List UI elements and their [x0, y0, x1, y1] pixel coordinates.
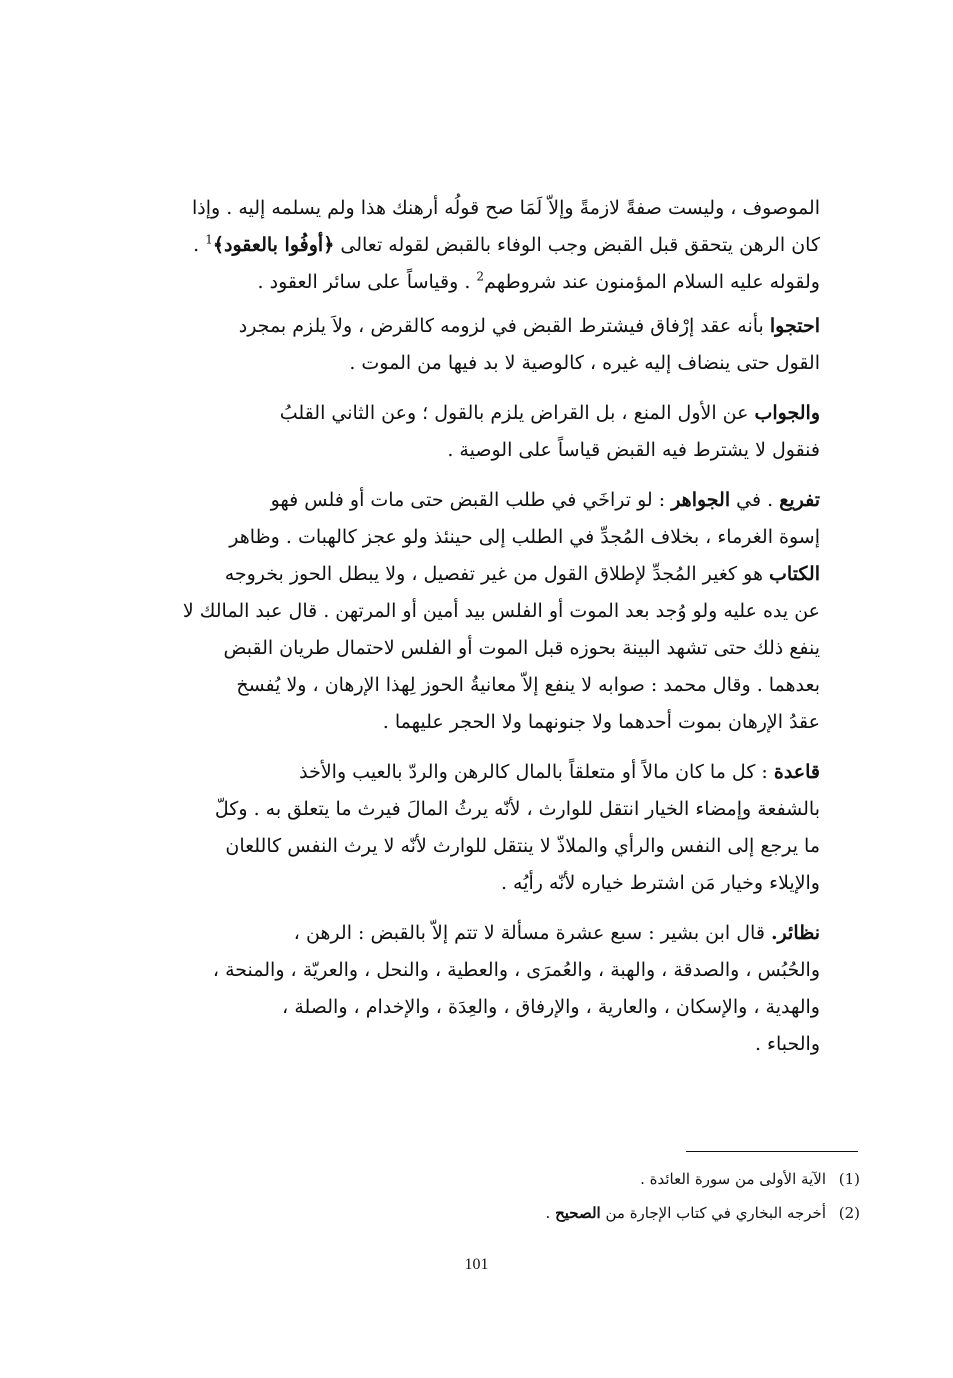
text-line: ولقوله عليه السلام المؤمنون عند شروطهم$^2$ . وقياساً على سائر العقود .: [257, 269, 820, 293]
source-name: الكتاب: [769, 563, 820, 585]
source-name: الجواهر: [671, 489, 731, 511]
text-line: القول حتى ينضاف إليه غيره ، كالوصية لا بد فيها من الموت .: [349, 352, 820, 374]
text-line: والحباء .: [754, 1033, 820, 1055]
footnote-ref-2: 2: [476, 269, 485, 284]
page-number: 101: [464, 1256, 489, 1273]
text-line: قاعدة : كل ما كان مالاً أو متعلقاً بالمال كالرهن والردّ بالعيب والأخذ: [299, 761, 820, 783]
body-text: [145, 190, 820, 1076]
text-line: الكتاب هو كغير المُجدِّ لإطلاق القول من غير تفصيل ، ولا يبطل الحوز بخروجه: [224, 563, 820, 585]
text-line: كان الرهن يتحقق قبل القبض وجب الوفاء بالقبض لقوله تعالى ﴿أوفُوا بالعقود﴾$^1$ .: [193, 232, 820, 256]
paragraph-analogues: [145, 915, 820, 1063]
text-line: بالشفعة وإمضاء الخيار انتقل للوارث ، لأنّه يرثُ المالَ فيرث ما يتعلق به . وكلّ: [214, 798, 820, 820]
text-line: فنقول لا يشترط فيه القبض قياساً على الوصية .: [447, 439, 820, 461]
text-line: ما يرجع إلى النفس والرأي والملاذّ لا ينتقل للوارث لأنّه لا يرث النفس كاللعان: [225, 835, 820, 857]
paragraph-intro: [145, 190, 820, 301]
paragraph-argument: [145, 308, 820, 382]
footnote-source: الصحيح: [555, 1204, 601, 1222]
text-line: نظائر. قال ابن بشير : سبع عشرة مسألة لا تتم إلاّ بالقبض : الرهن ،: [293, 922, 820, 944]
section-keyword: احتجوا: [769, 315, 820, 337]
text-line: تفريع . في الجواهر : لو تراخَي في طلب القبض حتى مات أو فلس فهو: [270, 489, 820, 511]
text-line: والجواب عن الأول المنع ، بل القراض يلزم بالقول ؛ وعن الثاني القلبُ: [279, 402, 820, 424]
text-line: والهدية ، والإسكان ، والعارية ، والإرفاق ، والعِدَة ، والإخدام ، والصلة ،: [282, 996, 820, 1018]
section-keyword: والجواب: [754, 402, 820, 424]
footnote-1: [380, 1162, 860, 1196]
text-line: والحُبُس ، والصدقة ، والهبة ، والعُمرَى ، والعطية ، والنحل ، والعريّة ، والمنحة ،: [212, 959, 820, 981]
section-keyword: تفريع: [779, 489, 820, 511]
footnote-number: (1): [838, 1170, 860, 1188]
text-line: ينفع ذلك حتى تشهد البينة بحوزه قبل الموت أو الفلس لاحتمال طريان القبض: [223, 637, 820, 659]
footnote-2: (2)أخرجه البخاري في كتاب الإجارة من الصحيح .: [380, 1196, 860, 1230]
section-keyword: قاعدة: [773, 761, 820, 783]
quran-verse: ﴿أوفُوا بالعقود﴾: [212, 234, 335, 256]
paragraph-answer: [145, 395, 820, 469]
text-line: الموصوف ، وليست صفةً لازمةً وإلاّ لَمَا صح قولُه أرهنك هذا ولم يسلمه إليه . وإذا: [192, 197, 820, 219]
section-keyword: نظائر.: [770, 922, 820, 944]
paragraph-branch: [145, 482, 820, 741]
text-line: بعدهما . وقال محمد : صوابه لا ينفع إلاّ معانيةُ الحوز لِهذا الإرهان ، ولا يُفسخ: [236, 674, 820, 696]
text-line: احتجوا بأنه عقد إرْفاق فيشترط القبض في لزومه كالقرض ، ولاَ يلزم بمجرد: [238, 315, 820, 337]
footnotes: [380, 1162, 860, 1230]
footnote-divider: [686, 1151, 858, 1152]
footnote-number: (2): [838, 1204, 860, 1222]
text-line: عن يده عليه ولو وُجد بعد الموت أو الفلس بيد أمين أو المرتهن . قال عبد المالك لا: [182, 600, 820, 622]
footnote-text: الآية الأولى من سورة العائدة .: [640, 1170, 826, 1188]
paragraph-rule: [145, 754, 820, 902]
text-line: والإيلاء وخيار مَن اشترط خياره لأنّه رأيُه .: [500, 872, 820, 894]
text-line: إسوة الغرماء ، بخلاف المُجدِّ في الطلب إلى حينئذ ولو عجز كالهبات . وظاهر: [229, 526, 820, 548]
text-line: عقدُ الإرهان بموت أحدهما ولا جنونهما ولا الحجر عليهما .: [382, 711, 820, 733]
footnote-ref-1: 1: [205, 232, 213, 247]
footnote-text: أخرجه البخاري في كتاب الإجارة من: [600, 1204, 826, 1222]
